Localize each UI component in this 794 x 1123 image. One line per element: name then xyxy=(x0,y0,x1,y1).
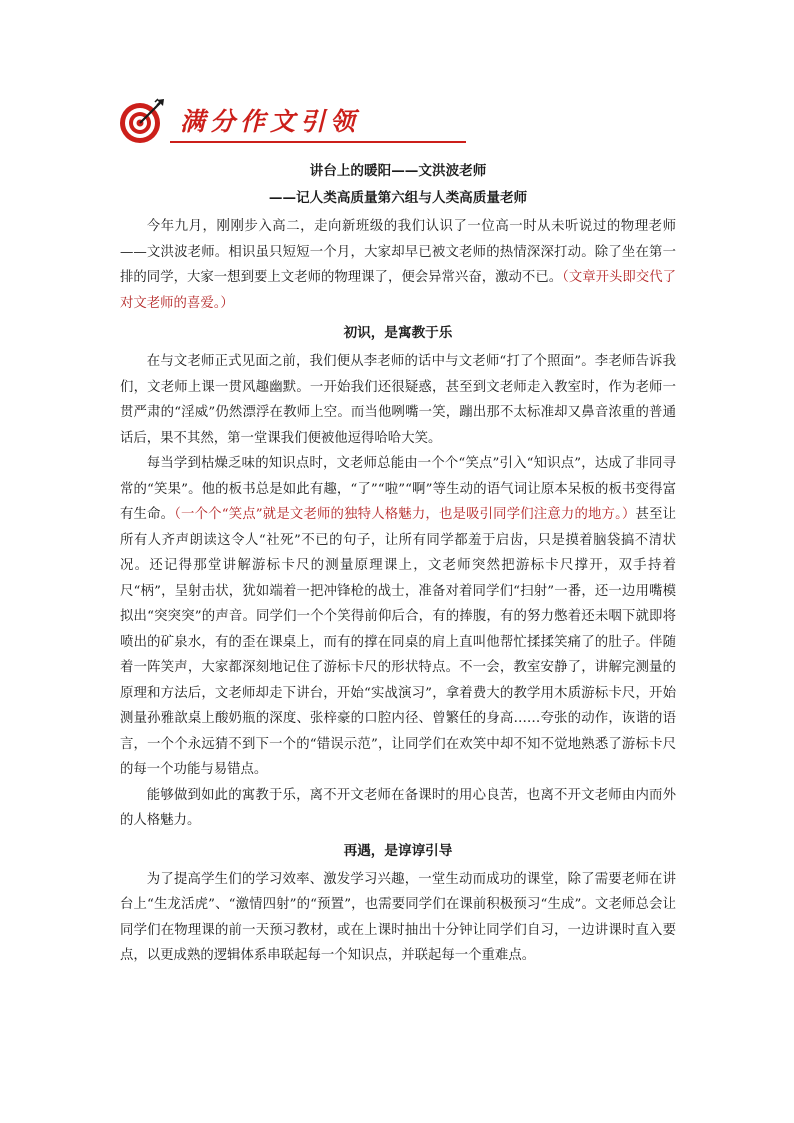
intro-paragraph xyxy=(120,214,676,316)
intro-text: 今年九月，刚刚步入高二，走向新班级的我们认识了一位高一时从未听说过的物理老师——文洪波老师。相识虽只短短一个月，大家却早已被文老师的热情深深打动。除了坐在第一排的同学，大家一想到要上文老师的物理课了，便会异常兴奋，激动不已。 xyxy=(120,219,676,285)
section1-paragraph-1: 在与文老师正式见面之前，我们便从李老师的话中与文老师“打了个照面”。李老师告诉我们，文老师上课一贯风趣幽默。一开始我们还很疑惑，甚至到文老师走入教室时，作为老师一贯严肃的“淫威”仍然漂浮在教师上空。而当他咧嘴一笑，蹦出那不太标准却又鼻音浓重的普通话后，果不其然，第一堂课我们便被他逗得哈哈大笑。 xyxy=(120,354,676,446)
section2-paragraph-1: 为了提高学生们的学习效率、激发学习兴趣，一堂生动而成功的课堂，除了需要老师在讲台上“生龙活虎”、“激情四射”的“预置”，也需要同学们在课前积极预习“生成”。文老师总会让同学们在物理课的前一天预习教材，或在上课时抽出十分钟让同学们自习，一边讲课时直入要点，以更成熟的逻辑体系串联起每一个知识点，并联起每一个重难点。 xyxy=(120,871,676,963)
section1-annotation: （一个个“笑点”就是文老师的独特人格魅力，也是吸引同学们注意力的地方。） xyxy=(174,507,636,522)
target-arrow-icon xyxy=(118,96,168,146)
banner-divider xyxy=(170,141,466,143)
section1-paragraph-2-text-a: 每当学到枯燥乏味的知识点时，文老师总能由一个个“笑点”引入“知识点”，达成了非同寻常的“笑果”。他的板书总是如此有趣，“了”“啦”“啊”等生动的语气词让原本呆板的板书变得富有生命。 xyxy=(120,456,676,522)
banner-title: 满分作文引领 xyxy=(180,107,361,136)
section-heading-1: 初识，是寓教于乐 xyxy=(343,325,453,341)
article-subtitle: ——记人类高质量第六组与人类高质量老师 xyxy=(268,190,528,206)
section-heading-2: 再遇，是谆谆引导 xyxy=(343,842,453,859)
header-banner xyxy=(118,96,361,148)
article-title: 讲台上的暖阳——文洪波老师 xyxy=(309,163,487,179)
section1-paragraph-2 xyxy=(120,451,676,783)
article xyxy=(120,158,676,969)
section1-paragraph-2-text-b: 甚至让所有人齐声朗读这令人“社死”不已的句子，让所有同学都羞于启齿，只是摸着脑袋搞不清状况。还记得那堂讲解游标卡尺的测量原理课上，文老师突然把游标卡尺撑开，双手持着尺“柄”，呈射击状，犹如端着一把冲锋枪的战士，准备对着同学们“扫射”一番，还一边用嘴模拟出“突突突”的声音。同学们一个个笑得前仰后合，有的捧腹，有的努力憋着还未咽下就即将喷出的矿泉水，有的歪在课桌上，而有的撑在同桌的肩上直叫他帮忙揉揉笑痛了的肚子。伴随着一阵笑声，大家都深刻地记住了游标卡尺的形状特点。不一会，教室安静了，讲解完测量的原理和方法后，文老师却走下讲台，开始“实战演习”，拿着费大的教学用木质游标卡尺，开始测量孙雅歆桌上酸奶瓶的深度、张梓豪的口腔内径、曾繁任的身高……夸张的动作，诙谐的语言，一个个永远猜不到下一个的“错误示范”，让同学们在欢笑中却不知不觉地熟悉了游标卡尺的每一个功能与易错点。 xyxy=(120,507,677,777)
section1-paragraph-3: 能够做到如此的寓教于乐，离不开文老师在备课时的用心良苦，也离不开文老师由内而外的人格魅力。 xyxy=(120,787,676,828)
intro-annotation: （文章开头即交代了对文老师的喜爱。） xyxy=(120,270,676,311)
